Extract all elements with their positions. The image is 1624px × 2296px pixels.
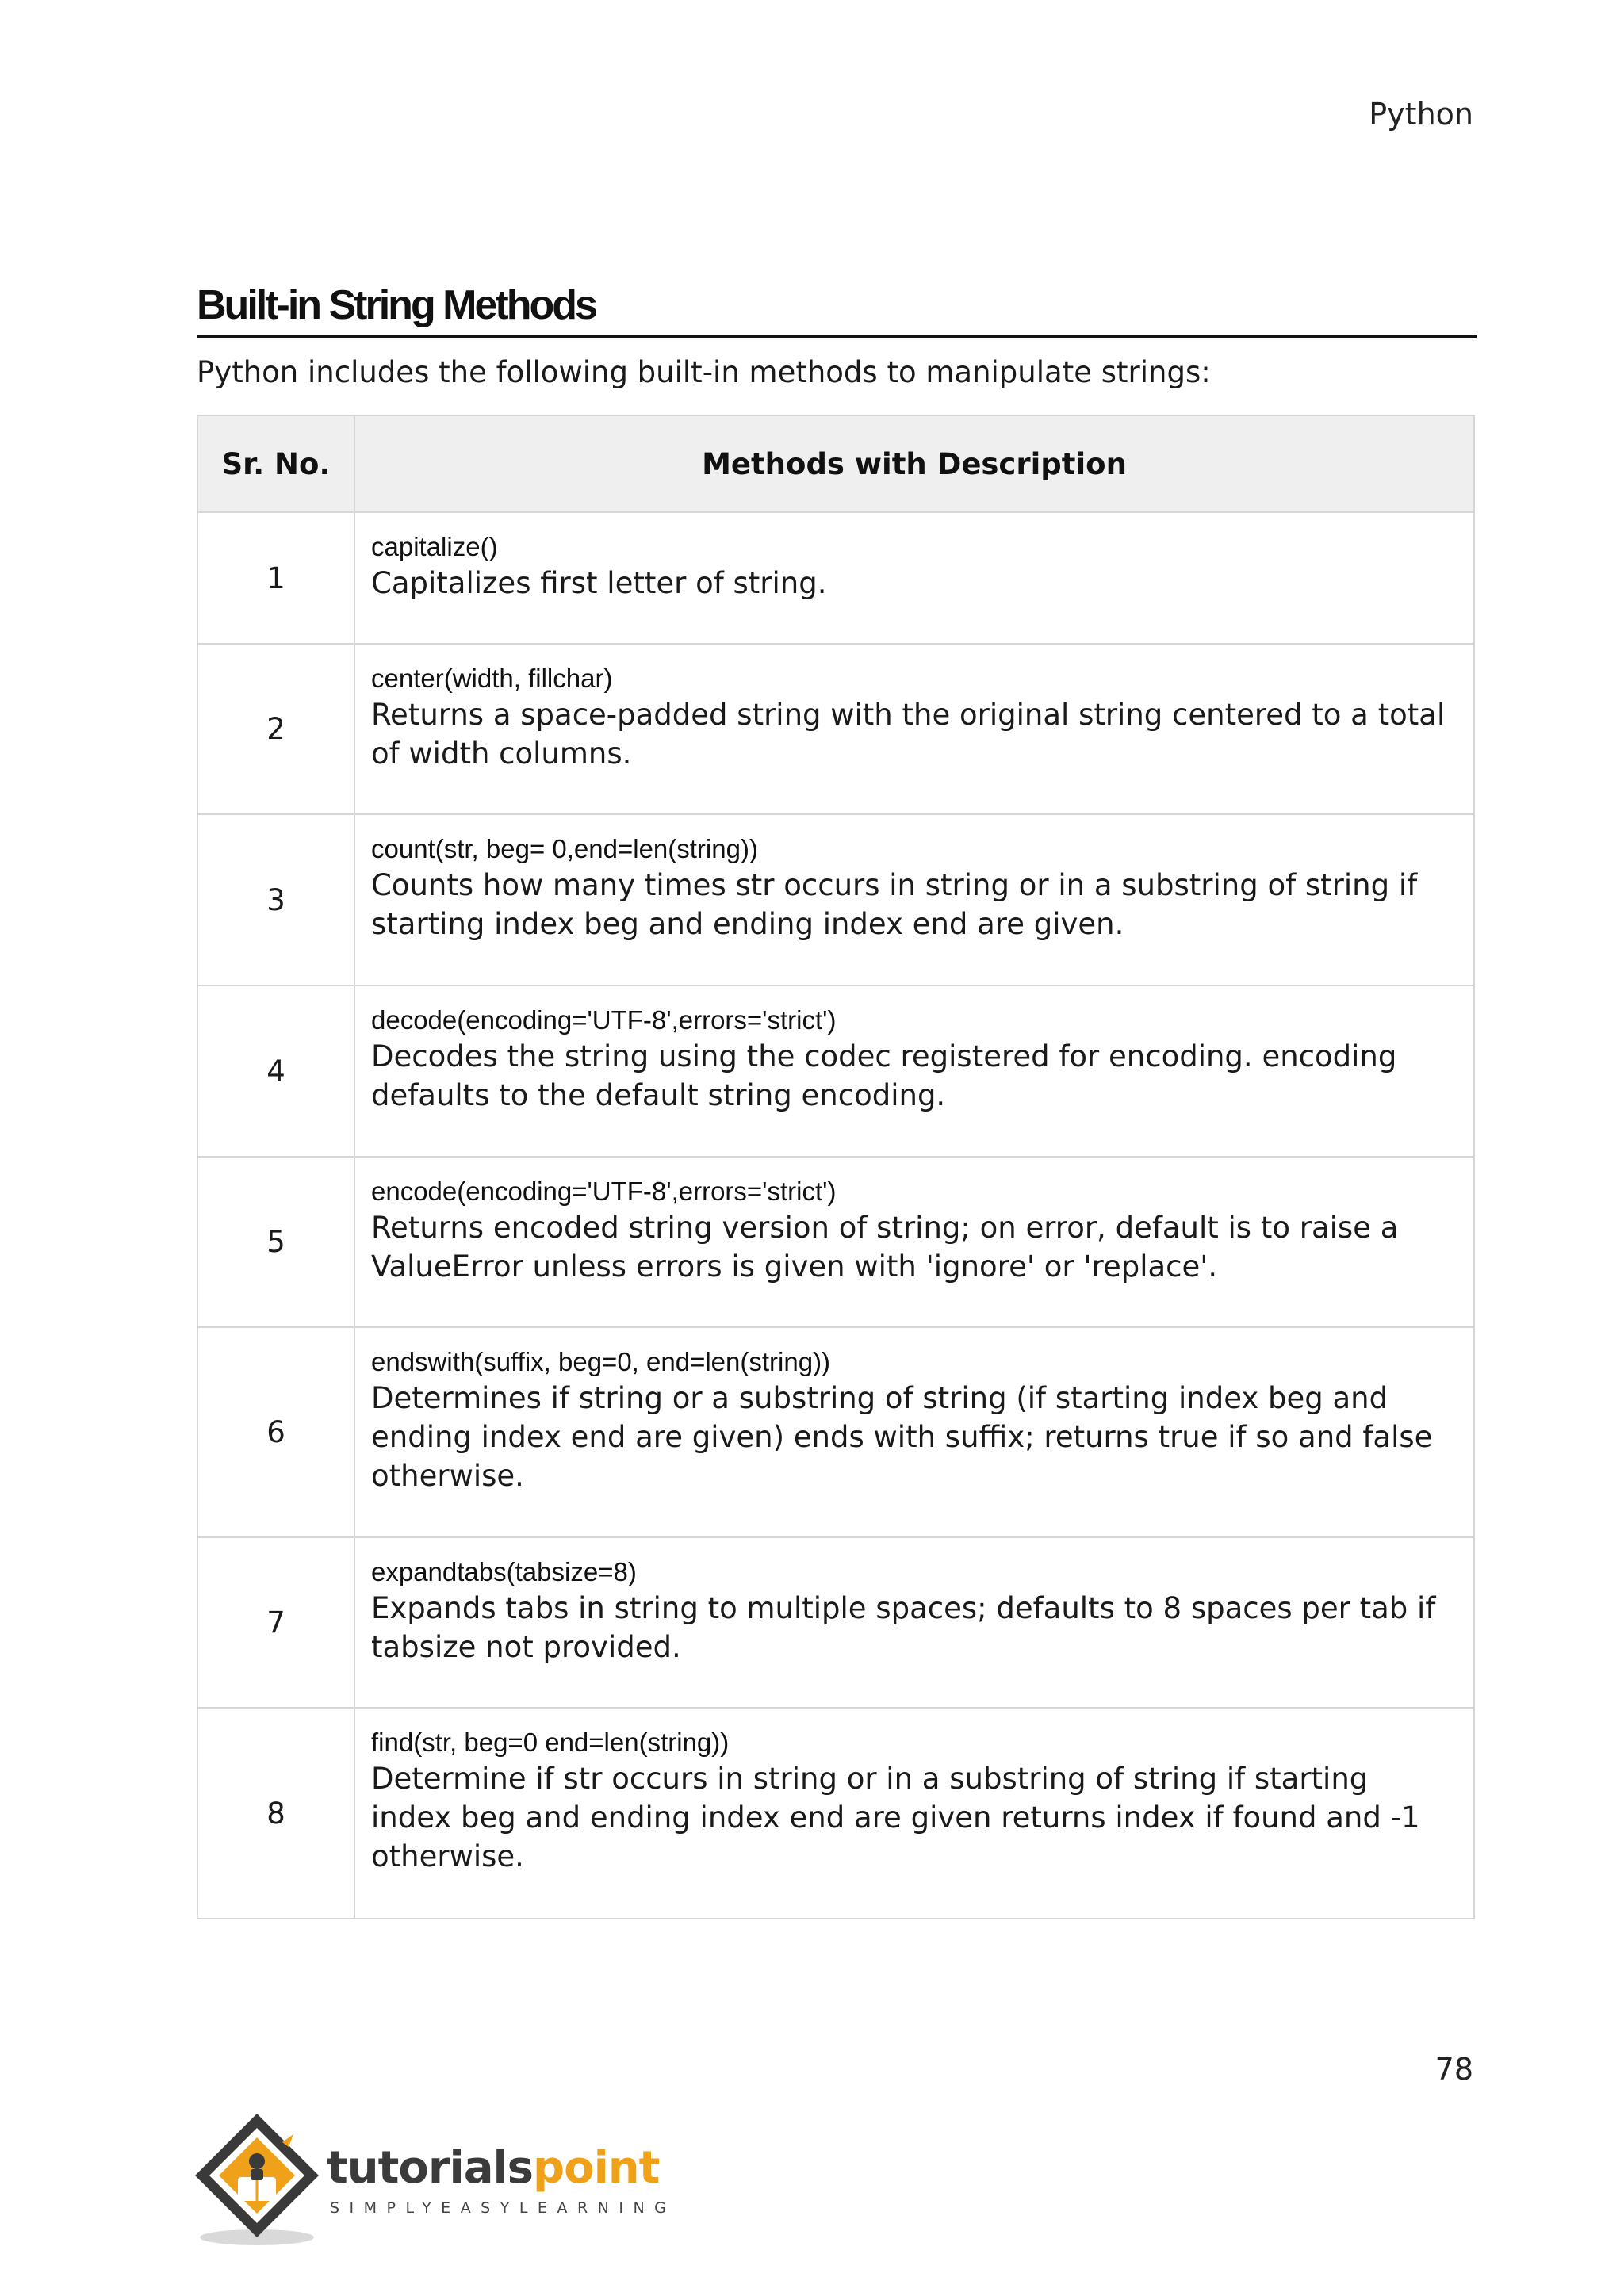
method-description: Expands tabs in string to multiple spaces; defaults to 8 spaces per tab if tabsize not provided. <box>371 1591 1436 1664</box>
method-cell <box>354 1157 1474 1327</box>
method-signature: endswith(suffix, beg=0, end=len(string)) <box>371 1347 831 1376</box>
method-signature: expandtabs(tabsize=8) <box>371 1557 637 1586</box>
section-title: Built-in String Methods <box>197 281 1477 338</box>
table-header-row <box>197 415 1474 512</box>
method-description: Capitalizes first letter of string. <box>371 566 827 600</box>
method-description: Decodes the string using the codec registered for encoding. encoding defaults to the default string encoding. <box>371 1039 1397 1112</box>
method-signature: decode(encoding='UTF-8',errors='strict') <box>371 1005 837 1035</box>
page-number: 78 <box>1434 2052 1473 2087</box>
row-number: 2 <box>197 644 354 814</box>
row-number: 4 <box>197 985 354 1157</box>
method-cell <box>354 1327 1474 1537</box>
method-signature: find(str, beg=0 end=len(string)) <box>371 1728 730 1757</box>
method-signature: count(str, beg= 0,end=len(string)) <box>371 834 758 863</box>
table-row <box>197 512 1474 644</box>
logo-emblem-icon <box>193 2110 328 2253</box>
table-row <box>197 1157 1474 1327</box>
running-header: Python <box>1369 97 1473 132</box>
logo-wordmark <box>327 2142 659 2194</box>
method-signature: capitalize() <box>371 532 498 561</box>
logo-word-point: point <box>533 2142 660 2194</box>
method-description: Returns a space-padded string with the original string centered to a total of width columns. <box>371 698 1446 771</box>
row-number: 8 <box>197 1708 354 1919</box>
method-cell <box>354 814 1474 985</box>
method-description: Counts how many times str occurs in string or in a substring of string if starting index beg and ending index end are given. <box>371 868 1418 941</box>
logo-tagline: SIMPLYEASYLEARNING <box>330 2199 676 2217</box>
table-row <box>197 985 1474 1157</box>
method-cell <box>354 985 1474 1157</box>
table-row <box>197 1327 1474 1537</box>
method-signature: encode(encoding='UTF-8',errors='strict') <box>371 1177 837 1206</box>
row-number: 7 <box>197 1537 354 1708</box>
table-row <box>197 1537 1474 1708</box>
logo-word-tutorials: tutorials <box>327 2142 534 2194</box>
row-number: 5 <box>197 1157 354 1327</box>
table-row <box>197 644 1474 814</box>
string-methods-table <box>197 415 1475 1919</box>
method-cell <box>354 644 1474 814</box>
method-description: Determine if str occurs in string or in a substring of string if starting index beg and ending index end are given returns index if found and -1 otherwise. <box>371 1762 1420 1873</box>
method-cell <box>354 1708 1474 1919</box>
header-methods: Methods with Description <box>354 415 1474 512</box>
method-signature: center(width, fillchar) <box>371 664 613 693</box>
method-description: Returns encoded string version of string; on error, default is to raise a ValueError unless errors is given with 'ignore' or 'replace'. <box>371 1211 1399 1284</box>
method-cell <box>354 1537 1474 1708</box>
header-sr-no: Sr. No. <box>197 415 354 512</box>
row-number: 3 <box>197 814 354 985</box>
table-row <box>197 1708 1474 1919</box>
row-number: 6 <box>197 1327 354 1537</box>
method-description: Determines if string or a substring of string (if starting index beg and ending index end are given) ends with suffix; returns true if so and false otherwise. <box>371 1381 1433 1493</box>
tutorialspoint-logo <box>193 2110 685 2253</box>
table-row <box>197 814 1474 985</box>
method-cell <box>354 512 1474 644</box>
intro-paragraph: Python includes the following built-in methods to manipulate strings: <box>197 355 1211 389</box>
row-number: 1 <box>197 512 354 644</box>
